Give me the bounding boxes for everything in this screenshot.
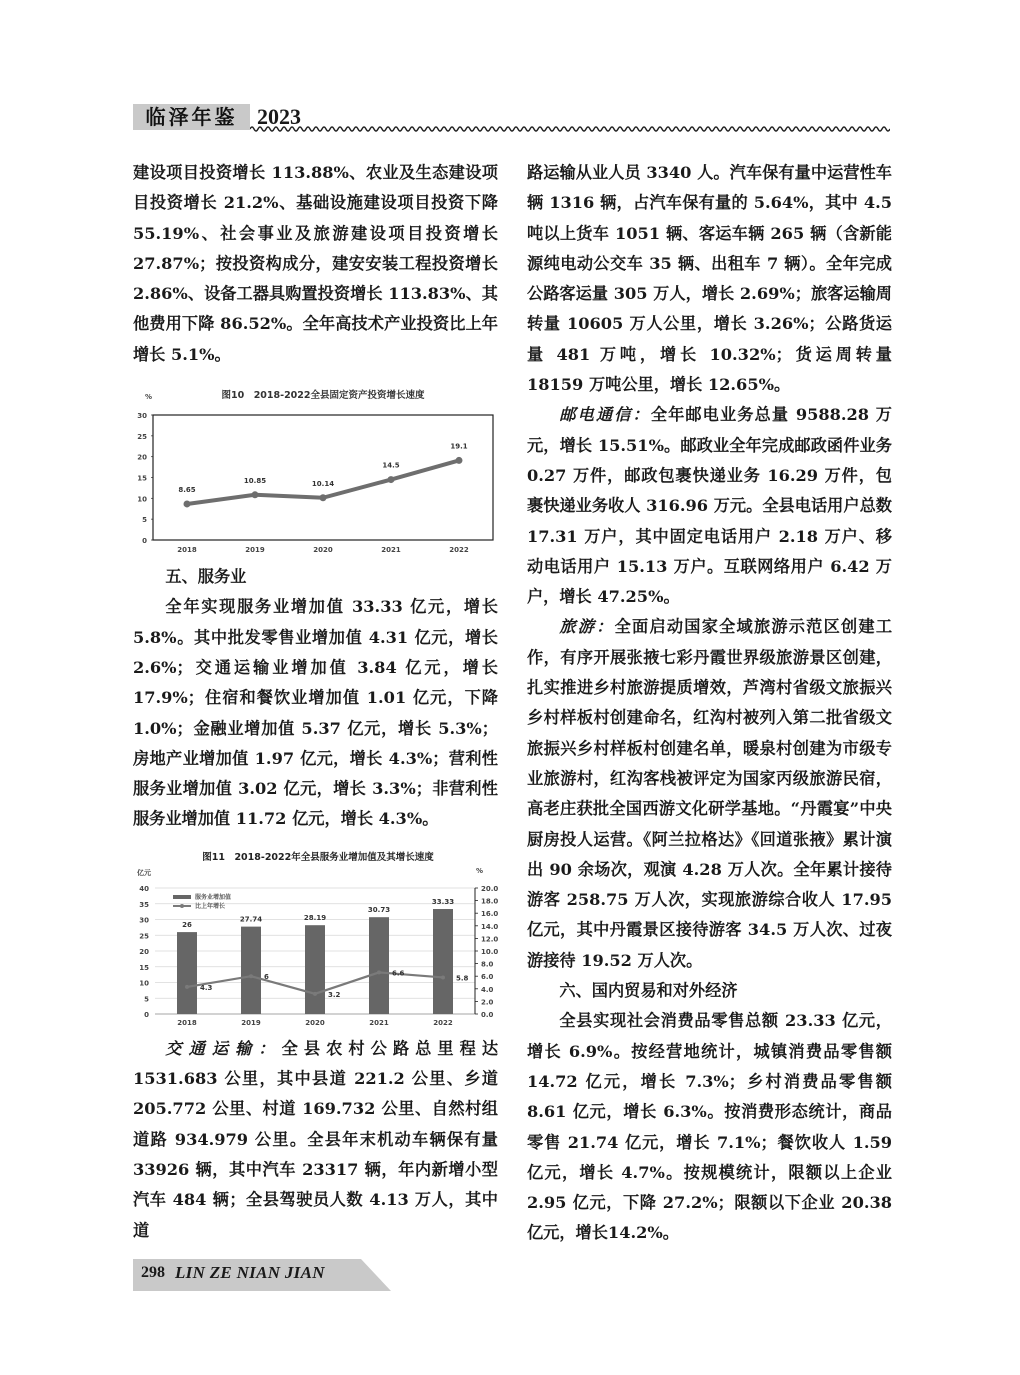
y-tick-label: 15 (137, 474, 147, 483)
y-tick-label: 30 (137, 412, 147, 421)
y2-tick-label: 0.0 (481, 1010, 494, 1019)
x-tick-label: 2022 (449, 546, 469, 555)
header-year: 2023 (257, 104, 301, 129)
x-tick-label: 2021 (369, 1018, 389, 1027)
data-point (456, 457, 463, 464)
y-tick-label: 30 (139, 916, 149, 925)
x-tick-label: 2018 (177, 1018, 197, 1027)
transport-continued-paragraph: 路运输从业人员 3340 人。汽车保有量中运营性车辆 1316 辆，占汽车保有量的 5.64%，其中 4.5 吨以上货车 1051 辆、客运车辆 265 辆（含新能源纯电动公交车 35 辆、出租车 7 辆）。全年完成公路客运量 305 万人，增长 2.69%；旅客运输周转量 10605 万人公里，增长 3.26%；公路货运量 481 万吨，增长 10.32%；货运周转量 18159 万吨公里，增长 12.65%。 (527, 163, 892, 395)
y2-tick-label: 12.0 (481, 935, 498, 944)
data-label: 14.5 (382, 461, 400, 470)
bar-label: 30.73 (367, 905, 391, 914)
bar (177, 932, 197, 1014)
x-tick-label: 2020 (305, 1018, 325, 1027)
y2-tick-label: 20.0 (481, 884, 498, 893)
tourism-lead: 旅游： (559, 617, 615, 637)
bar-label: 26 (182, 920, 192, 929)
data-label: 8.65 (178, 486, 196, 495)
data-label: 10.85 (243, 476, 267, 485)
chart-fig11 (133, 843, 498, 1028)
y-tick-label: 20 (139, 947, 149, 956)
data-point (388, 476, 395, 483)
data-point (441, 975, 445, 979)
y2-tick-label: 14.0 (481, 922, 498, 931)
tourism-paragraph (527, 612, 892, 976)
y-tick-label: 10 (137, 495, 147, 504)
y-axis-label-right: % (476, 866, 484, 875)
tourism-text: 全面启动国家全域旅游示范区创建工作，有序开展张掖七彩丹霞世界级旅游景区创建，扎实推进乡村旅游提质增效，芦湾村省级文旅振兴乡村样板村创建命名，红沟村被列入第二批省级文旅振兴乡村样板村创建名单，暖泉村创建为市级专业旅游村，红沟客栈被评定为国家丙级旅游民宿，高老庄获批全国西游文化研学基地。“丹霞宴”中央厨房投人运营。《阿兰拉格达》《回道张掖》累计演出 90 余场次，观演 4.28 万人次。全年累计接待游客 258.75 万人次，实现旅游综合收人 17.95 亿元，其中丹霞景区接待游客 34.5 万人次、过夜游接待 19.52 万人次。 (527, 617, 893, 970)
y-tick-label: 0 (142, 537, 147, 546)
y2-tick-label: 6.0 (481, 972, 494, 981)
y-axis-label: % (145, 393, 153, 402)
fig10-line-chart (133, 378, 498, 556)
data-point (184, 501, 191, 508)
transport-paragraph (133, 1034, 498, 1246)
chart-title: 图11 2018-2022年全县服务业增加值及其增长速度 (202, 851, 434, 863)
legend-swatch-bar (173, 895, 191, 899)
post-lead: 邮电通信： (559, 405, 651, 425)
bar-label: 33.33 (431, 897, 455, 906)
line-label: 4.3 (200, 983, 213, 992)
chart-fig10 (133, 378, 498, 556)
y-tick-label: 35 (139, 900, 149, 909)
services-paragraph: 全年实现服务业增加值 33.33 亿元，增长 5.8%。其中批发零售业增加值 4.31 亿元，增长 2.6%；交通运输业增加值 3.84 亿元，增长 17.9%；住宿和餐饮业增加值 1.01 亿元，下降 1.0%；金融业增加值 5.37 亿元，增长 5.3%；房地产业增加值 1.97 亿元，增长 4.3%；营利性服务业增加值 3.02 亿元，增长 3.3%；非营利性服务业增加值 11.72 亿元，增长 4.3%。 (133, 597, 498, 829)
y-tick-label: 15 (139, 963, 149, 972)
line-label: 5.8 (456, 974, 469, 983)
section-heading-services: 五、服务业 (165, 567, 247, 587)
x-tick-label: 2022 (433, 1018, 453, 1027)
legend-label-line: 比上年增长 (195, 902, 226, 910)
bar (369, 917, 389, 1014)
data-point (313, 992, 317, 996)
y-tick-label: 5 (144, 995, 149, 1003)
page-number: 298 (141, 1264, 165, 1281)
legend-marker (180, 904, 184, 908)
post-telecom-paragraph (527, 400, 892, 612)
y-tick-label: 25 (139, 932, 149, 940)
y-tick-label: 10 (139, 979, 149, 988)
wavy-rule (250, 124, 890, 134)
line-label: 3.2 (328, 990, 341, 999)
right-column (527, 158, 892, 1249)
legend-label-bar: 服务业增加值 (195, 893, 232, 901)
running-header (133, 100, 890, 134)
y-tick-label: 40 (139, 884, 149, 893)
data-point (320, 494, 327, 501)
footer-title: LIN ZE NIAN JIAN (175, 1263, 325, 1282)
bar-label: 27.74 (239, 915, 263, 924)
data-label: 10.14 (311, 479, 335, 488)
plot-area-frame (153, 415, 493, 540)
y-tick-label: 0 (144, 1010, 149, 1019)
bar (433, 909, 453, 1014)
y-tick-label: 20 (137, 453, 147, 462)
y2-tick-label: 2.0 (481, 998, 494, 1007)
line-label: 6 (264, 972, 269, 981)
data-point (252, 491, 259, 498)
y-axis-label-left: 亿元 (137, 868, 151, 877)
retail-paragraph: 全县实现社会消费品零售总额 23.33 亿元，增长 6.9%。按经营地统计，城镇消费品零售额 14.72 亿元，增长 7.3%；乡村消费品零售额 8.61 亿元，增长 6.3%。按消费形态统计，商品零售 21.74 亿元，增长 7.1%；餐饮收人 1.59 亿元，增长 4.7%。按规模统计，限额以上企业 2.95 亿元，下降 27.2%；限额以下企业 20.38 亿元，增长14.2%。 (527, 1011, 892, 1243)
x-tick-label: 2019 (241, 1018, 261, 1027)
running-footer (133, 1259, 391, 1291)
line-label: 6.6 (392, 969, 405, 978)
chart-legend (173, 893, 231, 910)
data-label: 19.1 (450, 442, 468, 451)
chart-title: 图10 2018-2022全县固定资产投资增长速度 (221, 390, 425, 402)
transport-text: 全县农村公路总里程达 1531.683 公里，其中县道 221.2 公里、乡道 205.772 公里、村道 169.732 公里、自然村组道路 934.979 公里。全县年末机动车辆保有量 33926 辆，其中汽车 23317 辆，年内新增小型汽车 484 辆；全县驾驶员人数 4.13 万人，其中道 (133, 1038, 499, 1240)
x-tick-label: 2018 (177, 546, 197, 555)
y2-tick-label: 4.0 (481, 985, 494, 994)
investment-paragraph: 建设项目投资增长 113.88%、农业及生态建设项目投资增长 21.2%、基础设施建设项目投资下降 55.19%、社会事业及旅游建设项目投资增长 27.87%；按投资构成分，建安安装工程投资增长 2.86%、设备工器具购置投资增长 113.83%、其他费用下降 86.52%。全年高技术产业投资比上年增长 5.1%。 (133, 163, 498, 364)
bar-label: 28.19 (303, 913, 327, 922)
data-point (377, 970, 381, 974)
y2-tick-label: 16.0 (481, 909, 498, 918)
data-point (185, 985, 189, 989)
y2-tick-label: 10.0 (481, 947, 498, 956)
y-tick-label: 5 (142, 516, 147, 525)
bar (241, 926, 261, 1013)
y2-tick-label: 18.0 (481, 897, 498, 906)
y-tick-label: 25 (137, 432, 147, 441)
yearbook-logo: 临泽年鉴 (133, 104, 250, 130)
post-text: 全年邮电业务总量 9588.28 万元，增长 15.51%。邮政业全年完成邮政函件业务 0.27 万件，邮政包裹快递业务 16.29 万件，包裹快递业务收人 316.96 万元。全县电话用户总数 17.31 万户，其中固定电话用户 2.18 万户、移动电话用户 15.13 万户。互联网络用户 6.42 万户，增长 47.25%。 (527, 405, 892, 607)
section-heading-trade: 六、国内贸易和对外经济 (559, 981, 738, 1001)
x-tick-label: 2021 (381, 546, 401, 555)
bar (305, 925, 325, 1014)
y2-tick-label: 8.0 (481, 960, 494, 969)
x-tick-label: 2019 (245, 546, 265, 555)
transport-lead: 交通运输： (165, 1038, 282, 1058)
fig11-combo-chart (133, 843, 498, 1028)
left-column (133, 158, 498, 1246)
data-point (249, 974, 253, 978)
x-tick-label: 2020 (313, 546, 333, 555)
